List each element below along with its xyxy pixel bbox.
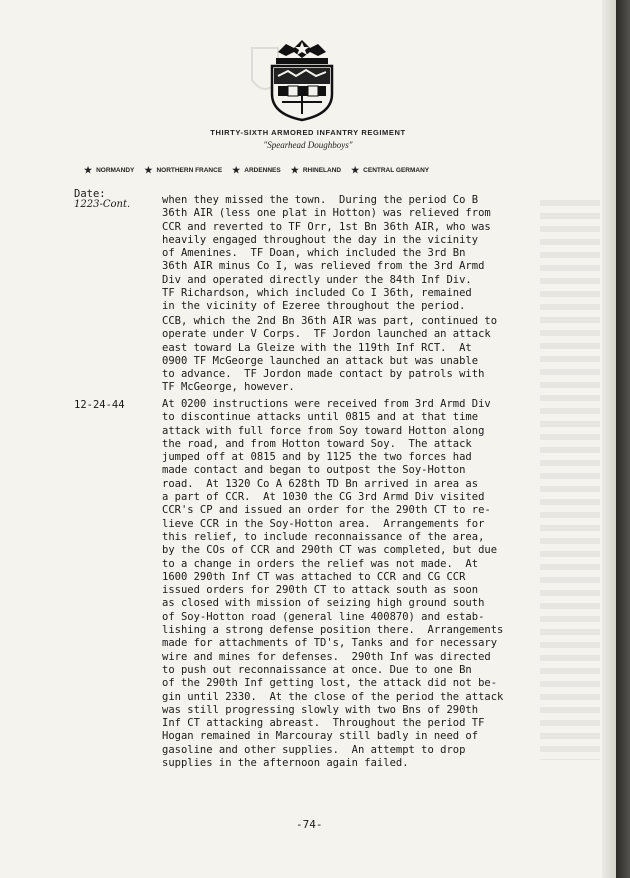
star-icon: ★ xyxy=(144,165,153,175)
campaign-item: ★ CENTRAL GERMANY xyxy=(351,165,430,175)
campaign-item: ★ NORMANDY xyxy=(84,165,135,175)
star-icon: ★ xyxy=(232,165,241,175)
paragraph-2: CCB, which the 2nd Bn 36th AIR was part, continued to operate under V Corps. TF Jordon launched an attack east toward La Gleize with the 119th Inf RCT. At 0900 TF McGeorge launched an attack but was unable to advance. TF Jordon made contact by patrols with TF McGeorge, however. xyxy=(162,315,498,394)
page-number: -74- xyxy=(296,818,323,831)
date-label: Date: xyxy=(74,188,106,200)
star-icon: ★ xyxy=(84,165,93,175)
campaign-item: ★ ARDENNES xyxy=(232,165,281,175)
regiment-title: THIRTY-SIXTH ARMORED INFANTRY REGIMENT xyxy=(210,128,406,137)
paragraph-3: At 0200 instructions were received from 3rd Armd Div to discontinue attacks until 0815 and at that time attack with full force from Soy toward Hotton along the road, and from Hotton toward Soy. The attack jumped off at 0815 and by 1125 the two forces had made contact and began to outpost the Soy-Hotton road. At 1320 Co A 628th TD Bn arrived in area as a part of CCR. At 1030 the CG 3rd Armd Div visited CCR's CP and issued an order for the 290th CT to re- lieve CCR in the Soy-Hotton area. Arrangements for this relief, to include reconnaissance of the area, by the COs of CCR and 290th CT was completed, but due to a change in orders the relief was not made. At 1600 290th Inf CT was attached to CCR and CG CCR issued orders for 290th CT to attack south as soon as closed with mission of seizing high ground south of Soy-Hotton road (general line 400870) and estab- lishing a strong defense position there. Arrangements made for attachments of TD's, Tanks and for necessary wire and mines for defenses. 290th Inf was directed to push out reconnaissance at once. Due to one Bn of the 290th Inf getting lost, the attack did not be- gin until 2330. At the close of the period the attack was still progressing slowly with two Bns of 290th Inf CT attacking abreast. Throughout the period TF Hogan remained in Marcouray still badly in need of gasoline and other supplies. An attempt to drop supplies in the afternoon again failed. xyxy=(162,398,504,770)
regimental-crest-logo xyxy=(266,38,338,122)
entry-date: 12-24-44 xyxy=(74,399,125,411)
binder-spine xyxy=(616,0,630,878)
star-icon: ★ xyxy=(290,165,299,175)
star-icon: ★ xyxy=(351,165,360,175)
paragraph-1: when they missed the town. During the period Co B 36th AIR (less one plat in Hotton) was relieved from CCR and reverted to TF Orr, 1st Bn 36th AIR, who was heavily engaged throughout the day in the vicinity of Amenines. TF Doan, which included the 3rd Bn 36th AIR minus Co I, was relieved from the 3rd Armd Div and operated directly under the 84th Inf Div. TF Richardson, which included Co I 36th, remained in the vicinity of Ezeree throughout the period. xyxy=(162,194,491,313)
campaign-list xyxy=(84,166,429,175)
campaign-item: ★ NORTHERN FRANCE xyxy=(144,165,223,175)
date-handwritten-note: 1223-Cont. xyxy=(74,199,131,210)
campaign-item: ★ RHINELAND xyxy=(290,165,342,175)
regiment-motto: "Spearhead Doughboys" xyxy=(263,140,353,150)
